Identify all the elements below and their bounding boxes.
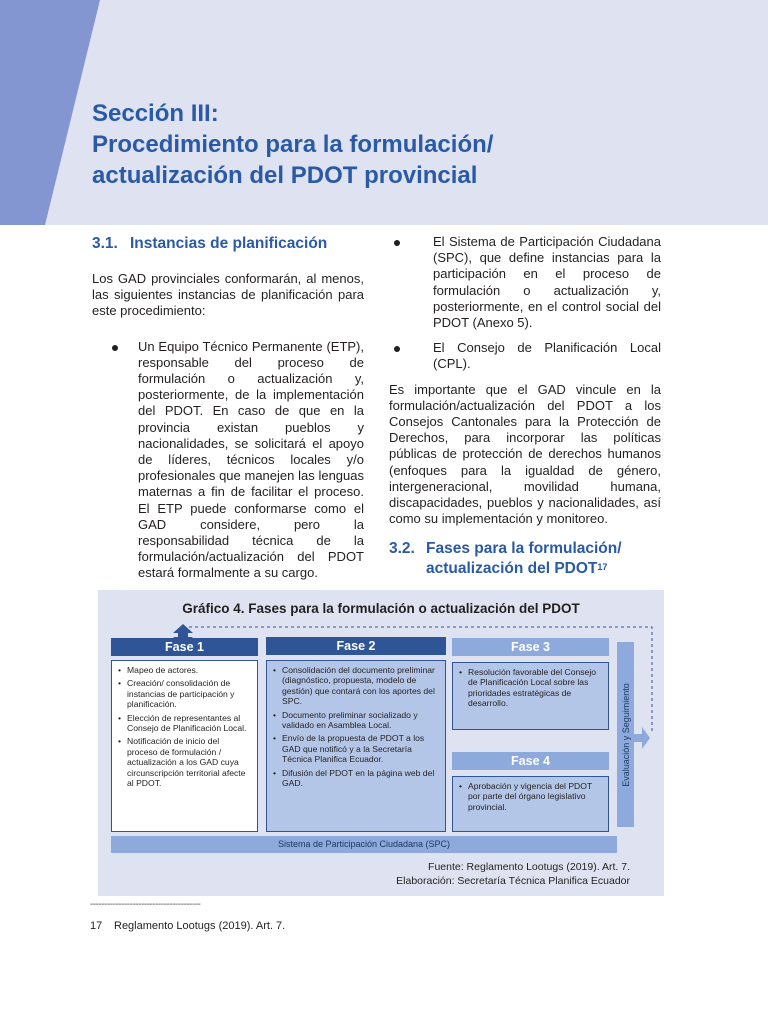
diagram-source — [396, 860, 630, 888]
phase-3-item: • Resolución favorable del Consejo de Planificación Local sobre las prioridades estratégicas de desarrollo. — [458, 667, 603, 709]
phase-1-header: Fase 1 — [111, 638, 258, 656]
phase-1-item: • Notificación de inicio del proceso de formulación / actualización a los GAD cuya circunscripción territorial afecte al PDOT. — [117, 736, 252, 788]
intro-paragraph: Los GAD provinciales conformarán, al menos, las siguientes instancias de planificación para este procedimiento: — [92, 271, 364, 319]
phase-4-header: Fase 4 — [452, 752, 609, 770]
phase-2-header: Fase 2 — [266, 637, 446, 655]
right-column — [389, 232, 661, 579]
phase-3-box — [452, 662, 609, 730]
elaboration-line: Elaboración: Secretaría Técnica Planifica Ecuador — [396, 875, 630, 887]
phase-2-item: • Consolidación del documento preliminar (diagnóstico, propuesta, modelo de gestión) que contará con los aportes del SPC. — [272, 665, 440, 707]
section-title — [92, 98, 493, 191]
phase-2-item: • Envío de la propuesta de PDOT a los GAD que notificó y a la Secretaría Técnica Planifica Ecuador. — [272, 733, 440, 764]
footnote-ref: 17 — [597, 562, 608, 573]
phase-2-box — [266, 660, 446, 832]
phase-1-item: • Mapeo de actores. — [117, 665, 252, 675]
section-label: Sección III: — [92, 100, 219, 127]
title-line-2: actualización del PDOT provincial — [92, 162, 478, 189]
phase-2-item: • Difusión del PDOT en la página web del GAD. — [272, 768, 440, 789]
instances-list-right — [389, 234, 661, 373]
subsection-31-title: Instancias de planificación — [130, 235, 328, 252]
footnote-number: 17 — [90, 920, 103, 932]
evaluation-label — [617, 642, 634, 827]
subsection-32-title: Fases para la formulación/ actualización del PDOT — [426, 540, 622, 578]
phase-4-item: • Aprobación y vigencia del PDOT por parte del órgano legislativo provincial. — [458, 781, 603, 812]
footnote-rule: --------------------------------------- — [90, 899, 201, 910]
diagram-title: Gráfico 4. Fases para la formulación o actualización del PDOT — [182, 601, 580, 616]
source-line: Fuente: Reglamento Lootugs (2019). Art. 7. — [428, 861, 630, 873]
phase-2-item: • Documento preliminar socializado y validado en Asamblea Local. — [272, 710, 440, 731]
subsection-32-heading — [389, 539, 661, 579]
phase-1-item: • Elección de representantes al Consejo de Planificación Local. — [117, 713, 252, 734]
list-item-etp: Un Equipo Técnico Permanente (ETP), responsable del proceso de formulación o actualización y, posteriormente, de la implementación del PDOT. En caso de que en la provincia existan pueblos y nacionalidades, se solicitará el apoyo de líderes, técnicos locales y/o profesionales que manejen las lenguas maternas a fin de facilitar el proceso. El ETP puede conformarse como el GAD considere, pero la responsabilidad técnica de la formulación/actualización del PDOT estará formalmente a su cargo. — [92, 339, 364, 582]
instances-list-left — [92, 339, 364, 582]
footnote — [90, 920, 285, 932]
rights-paragraph: Es importante que el GAD vincule en la formulación/actualización del PDOT a los Consejos Cantonales para la Protección de Derechos, para incorporar las políticas públicas de protección de derechos humanos (enfoques para la igualdad de género, intergeneracional, movilidad humana, discapacidades, pueblos y nacionalidades, así como su implementación y monitoreo. — [389, 381, 661, 527]
phases-diagram — [98, 590, 664, 896]
phase-4-box — [452, 776, 609, 832]
subsection-31-heading — [92, 234, 364, 254]
left-column — [92, 232, 364, 582]
subsection-32-number: 3.2. — [389, 540, 415, 558]
phase-1-item: • Creación/ consolidación de instancias de participación y planificación. — [117, 678, 252, 709]
footnote-text: Reglamento Lootugs (2019). Art. 7. — [114, 920, 286, 932]
list-item-cpl: El Consejo de Planificación Local (CPL). — [389, 340, 661, 372]
subsection-31-number: 3.1. — [92, 235, 118, 252]
phase-1-box — [111, 660, 258, 832]
spc-bar: Sistema de Participación Ciudadana (SPC) — [111, 836, 617, 853]
phase-3-header: Fase 3 — [452, 638, 609, 656]
title-line-1: Procedimiento para la formulación/ — [92, 131, 494, 158]
list-item-spc: El Sistema de Participación Ciudadana (SPC), que define instancias para la participación en el proceso de formulación o actualización y, posteriormente, en el control social del PDOT (Anexo 5). — [389, 234, 661, 331]
evaluation-label-text: Evaluación y Seguimiento — [620, 682, 631, 787]
